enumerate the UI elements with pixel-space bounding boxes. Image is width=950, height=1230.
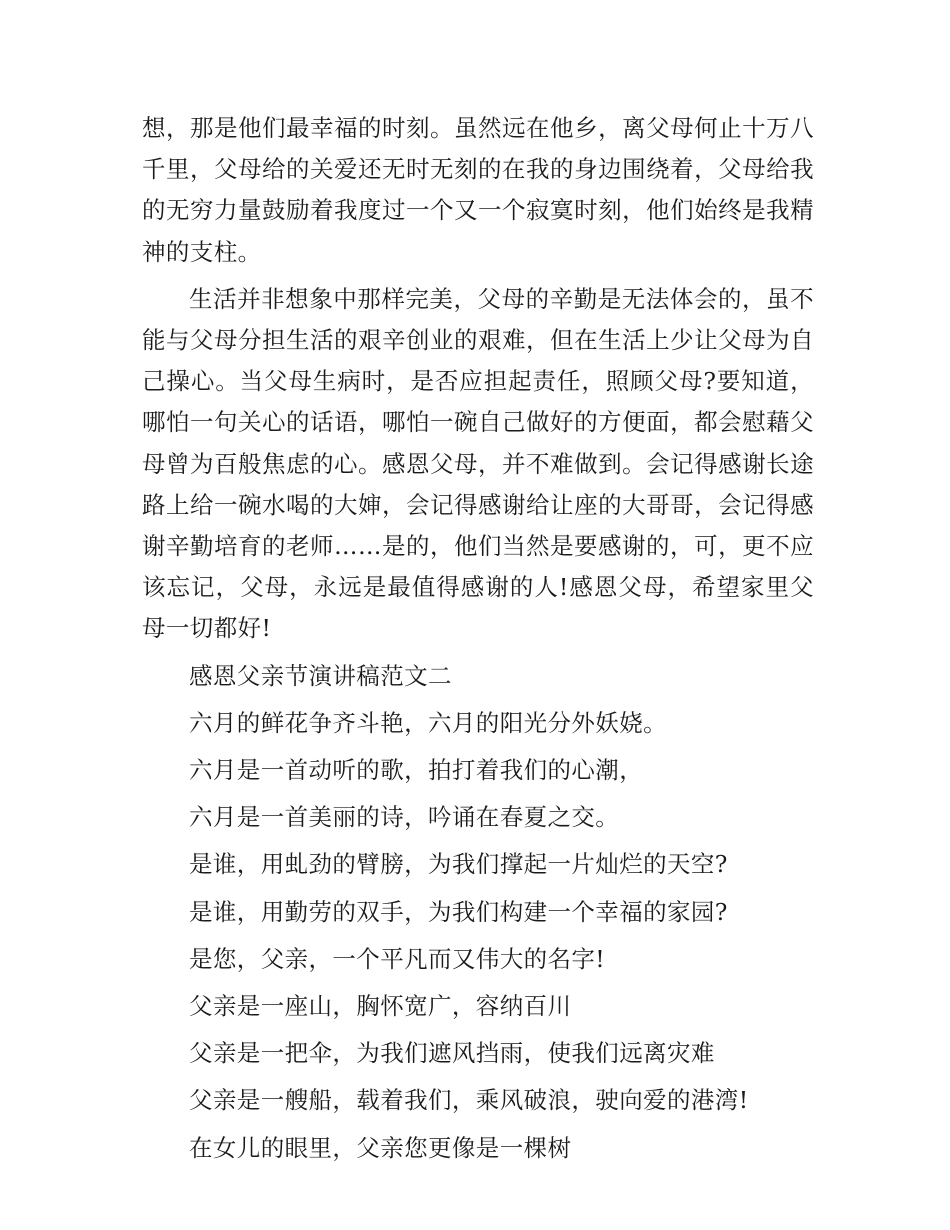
poem-line: 父亲是一艘船，载着我们，乘风破浪，驶向爱的港湾! [189, 1086, 749, 1115]
paragraph-continuation: 想，那是他们最幸福的时刻。虽然远在他乡，离父母何止十万八千里，父母给的关爱还无时无刻的在我的身边围绕着，父母给我的无穷力量鼓励着我度过一个又一个寂寞时刻，他们始终是我精神的支柱。 [142, 114, 814, 266]
document-page [142, 108, 814, 1175]
section-heading: 感恩父亲节演讲稿范文二 [189, 661, 452, 690]
poem-line: 父亲是一座山，胸怀宽广，容纳百川 [189, 992, 572, 1021]
poem-line: 在女儿的眼里，父亲您更像是一棵树 [189, 1133, 572, 1162]
poem-line: 六月是一首美丽的诗，吟诵在春夏之交。 [189, 803, 620, 832]
poem-line: 六月是一首动听的歌，拍打着我们的心潮， [189, 756, 644, 785]
poem-line: 父亲是一把伞，为我们遮风挡雨，使我们远离灾难 [189, 1039, 715, 1068]
poem-line: 是您，父亲，一个平凡而又伟大的名字! [189, 944, 606, 973]
poem-line: 是谁，用勤劳的双手，为我们构建一个幸福的家园? [189, 897, 728, 926]
poem-line: 六月的鲜花争齐斗艳，六月的阳光分外妖娆。 [189, 708, 667, 737]
paragraph-gratitude-parents: 生活并非想象中那样完美，父母的辛勤是无法体会的，虽不能与父母分担生活的艰辛创业的艰难，但在生活上少让父母为自己操心。当父母生病时，是否应担起责任，照顾父母?要知道，哪怕一句关心的话语，哪怕一碗自己做好的方便面，都会慰藉父母曾为百般焦虑的心。感恩父母，并不难做到。会记得感谢长途路上给一碗水喝的大婶，会记得感谢给让座的大哥哥，会记得感谢辛勤培育的老师……是的，他们当然是要感谢的，可，更不应该忘记，父母，永远是最值得感谢的人!感恩父母，希望家里父母一切都好! [142, 284, 814, 643]
poem-line: 是谁，用虬劲的臂膀，为我们撑起一片灿烂的天空? [189, 850, 728, 879]
